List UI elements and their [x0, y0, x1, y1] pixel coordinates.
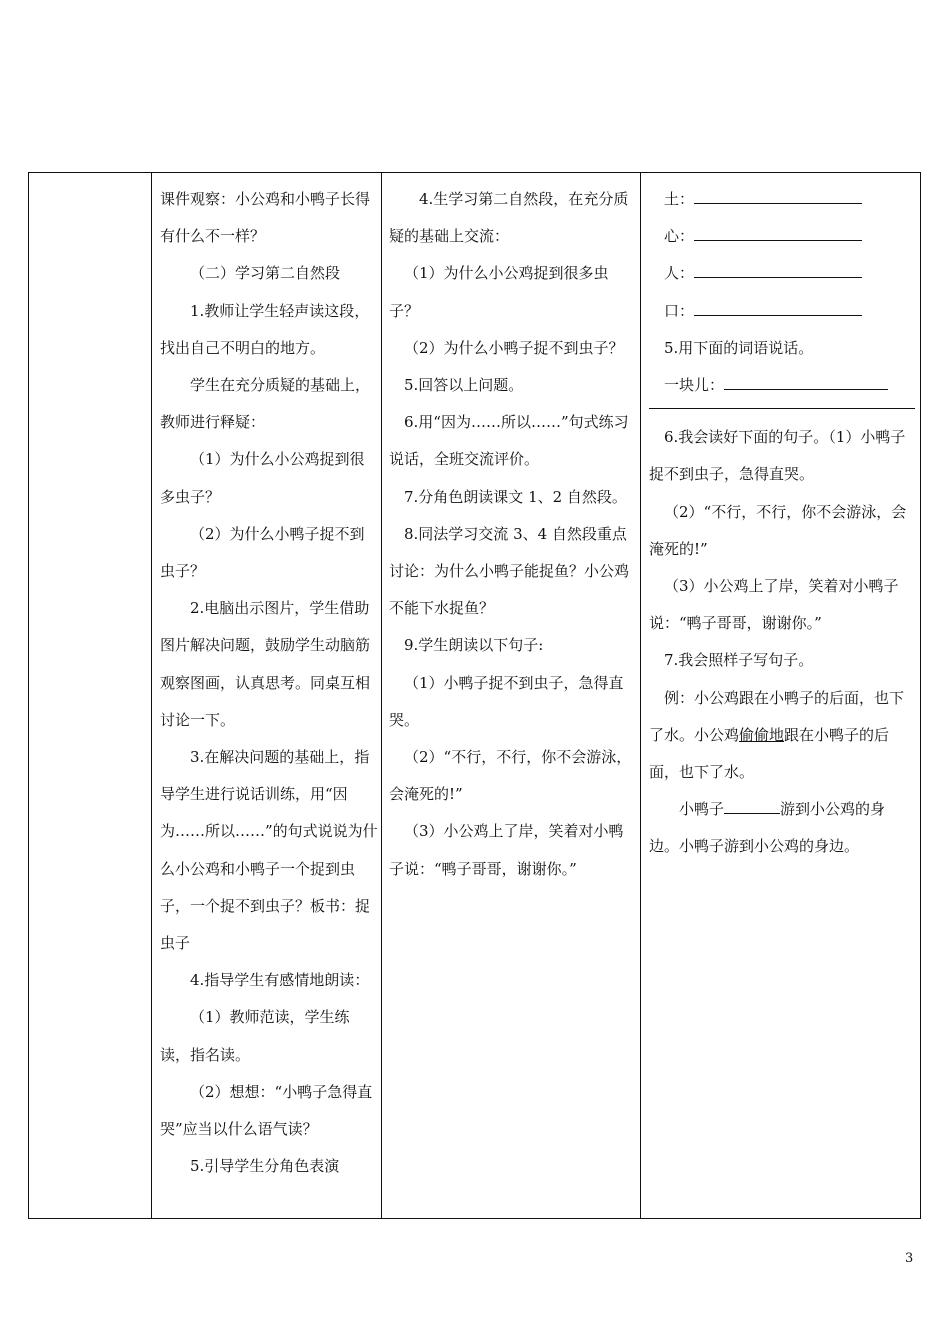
- example-sentence: 例：小公鸡跟在小鸭子的后面，也下了水。小公鸡偷偷地跟在小鸭子的后面，也下了水。: [649, 688, 905, 782]
- paragraph: 4.指导学生有感情地朗读：: [190, 971, 370, 990]
- paragraph: 6.用“因为……所以……”句式练习说话，全班交流评价。: [389, 413, 629, 469]
- paragraph: （2）想想：“小鸭子急得直哭”应当以什么语气读？: [160, 1082, 373, 1139]
- answer-blank[interactable]: [724, 374, 888, 390]
- column-divider: [151, 173, 152, 1218]
- paragraph: （1）小鸭子捉不到虫子，急得直哭。: [389, 673, 624, 729]
- paragraph: 8.同法学习交流 3、4 自然段重点讨论：为什么小鸭子能捉鱼？小公鸡不能下水捉鱼？: [389, 524, 630, 618]
- fill-char: 人：: [664, 264, 695, 283]
- fill-item: [649, 255, 915, 292]
- paragraph: 课件观察：小公鸡和小鸭子长得有什么不一样？: [160, 190, 371, 246]
- fill-char: 口：: [664, 301, 695, 320]
- paragraph: 5.用下面的词语说话。: [664, 338, 814, 357]
- paragraph: （2）“不行，不行，你不会游泳，会淹死的!”: [389, 748, 632, 804]
- fill-char: 土：: [664, 190, 695, 208]
- answer-blank[interactable]: [694, 225, 862, 241]
- paragraph: （1）为什么小公鸡捉到很多虫子？: [389, 264, 609, 320]
- paragraph: 5.回答以上问题。: [404, 376, 524, 395]
- paragraph: 学生在充分质疑的基础上，教师进行释疑：: [160, 376, 371, 432]
- exercise-column: [649, 181, 915, 866]
- fill-item: [649, 181, 915, 218]
- section-heading: （二）学习第二自然段: [190, 264, 341, 283]
- fill-item: [649, 367, 915, 404]
- fill-item: [649, 218, 915, 255]
- paragraph: 2.电脑出示图片，学生借助图片解决问题，鼓励学生动脑筋观察图画，认真思考。同桌互相讨论一下。: [160, 599, 371, 729]
- answer-blank[interactable]: [724, 798, 780, 814]
- paragraph: 1.教师让学生轻声读这段，找出自己不明白的地方。: [160, 301, 370, 357]
- paragraph: （3）小公鸡上了岸，笑着对小鸭子说：“鸭子哥哥，谢谢你。”: [649, 577, 899, 633]
- answer-blank[interactable]: [694, 188, 862, 204]
- paragraph: 7.分角色朗读课文 1、2 自然段。: [404, 487, 627, 506]
- paragraph: 5.引导学生分角色表演: [190, 1157, 340, 1176]
- exercise-sentence: 小鸭子 游到小公鸡的身边。小鸭子游到小公鸡的身边。: [649, 800, 886, 856]
- paragraph: （2）为什么小鸭子捉不到虫子？: [404, 338, 624, 357]
- teacher-activity-column: [160, 181, 378, 1185]
- paragraph: 6.我会读好下面的句子。（1）小鸭子捉不到虫子，急得直哭。: [649, 428, 906, 484]
- paragraph: 3.在解决问题的基础上，指导学生进行说话训练，用“因为……所以……”的句式说说为什么小公鸡和小鸭子一个捉到虫子，一个捉不到虫子？板书：捉虫子: [160, 748, 378, 953]
- paragraph: 9.学生朗读以下句子:: [404, 636, 544, 655]
- paragraph: 4.生学习第二自然段，在充分质疑的基础上交流：: [389, 190, 629, 246]
- answer-blank[interactable]: [694, 262, 862, 278]
- word-label: 一块儿：: [664, 376, 725, 395]
- fill-item: [649, 293, 915, 330]
- paragraph: （2）“不行，不行，你不会游泳，会淹死的!”: [649, 502, 907, 558]
- answer-blank[interactable]: [694, 300, 862, 316]
- student-activity-column: [389, 181, 634, 888]
- paragraph: （3）小公鸡上了岸，笑着对小鸭子说：“鸭子哥哥，谢谢你。”: [389, 822, 624, 878]
- column-divider: [381, 173, 382, 1218]
- column-divider: [640, 173, 641, 1218]
- page-number: 3: [905, 1251, 914, 1266]
- paragraph: （2）为什么小鸭子捉不到虫子？: [160, 524, 365, 581]
- paragraph: （1）教师范读，学生练读，指名读。: [160, 1008, 350, 1064]
- underlined-word: 偷偷地: [739, 725, 785, 744]
- paragraph: 7.我会照样子写句子。: [664, 651, 814, 670]
- lesson-table: [28, 172, 921, 1219]
- paragraph: （1）为什么小公鸡捉到很多虫子？: [160, 450, 365, 506]
- fill-char: 心：: [664, 227, 695, 246]
